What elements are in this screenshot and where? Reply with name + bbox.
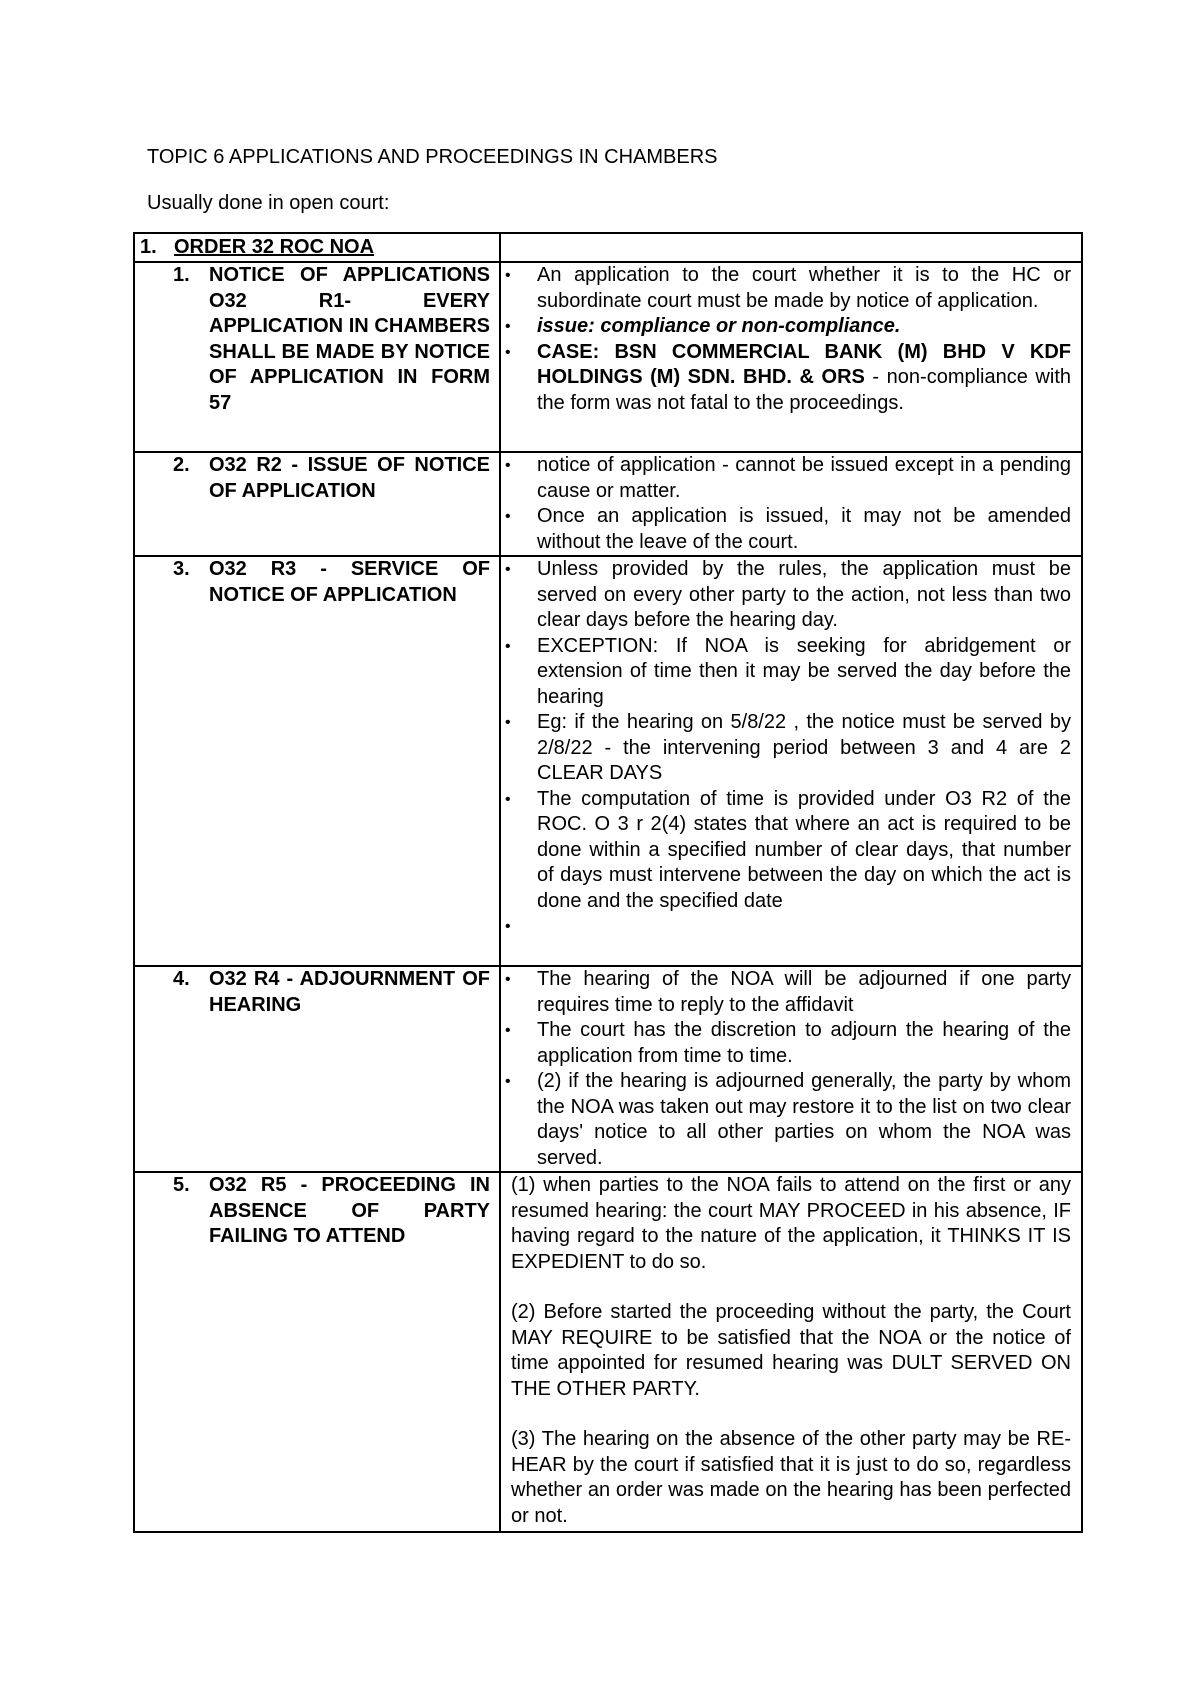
table-row (134, 1172, 1082, 1532)
bullet-icon: • (505, 508, 511, 525)
rule-heading-cell (134, 452, 500, 556)
bullet-icon: • (505, 971, 511, 988)
bullet-icon: • (505, 561, 511, 578)
list-item (505, 914, 1071, 940)
bullet-icon: • (505, 318, 511, 335)
list-item: • An application to the court whether it is to the HC or subordinate court must be made by notice of application. (505, 263, 1071, 314)
rule-number: 4. (173, 968, 190, 990)
list-item: • Eg: if the hearing on 5/8/22 , the notice must be served by 2/8/22 - the intervening period between 3 and 4 are 2 CLEAR DAYS (505, 710, 1071, 787)
section-number: 1. (140, 236, 157, 258)
case-name: CASE: BSN COMMERCIAL BANK (M) BHD V KDF HOLDINGS (M) SDN. BHD. & ORS (537, 340, 1071, 388)
bullet-icon: • (505, 1022, 511, 1039)
bullet-list (501, 263, 1081, 416)
list-item: • The computation of time is provided under O3 R2 of the ROC. O 3 r 2(4) states that where an act is required to be done within a specified number of clear days, that number of days must intervene between the day on which the act is done and the specified date (505, 787, 1071, 915)
list-item: • (2) if the hearing is adjourned generally, the party by whom the NOA was taken out may restore it to the list on two clear days' notice to all other parties on whom the NOA was served. (505, 1069, 1071, 1171)
rule-heading-cell (134, 556, 500, 966)
page-subtitle: Usually done in open court: (147, 192, 390, 214)
rule-heading: NOTICE OF APPLICATIONS O32 R1- EVERY APPLICATION IN CHAMBERS SHALL BE MADE BY NOTICE OF APPLICATION IN FORM 57 (209, 264, 490, 414)
section-title: ORDER 32 ROC NOA (174, 236, 375, 258)
notes-table (133, 232, 1083, 1533)
list-item: • EXCEPTION: If NOA is seeking for abridgement or extension of time then it may be served the day before the hearing (505, 634, 1071, 711)
rule-number: 5. (173, 1174, 190, 1196)
rule-heading: O32 R4 - ADJOURNMENT OF HEARING (209, 968, 490, 1016)
rule-heading-cell (134, 262, 500, 452)
paragraph: (2) Before started the proceeding without the party, the Court MAY REQUIRE to be satisfied that the NOA or the notice of time appointed for resumed hearing was DULT SERVED ON THE OTHER PARTY. (511, 1301, 1071, 1400)
rule-notes-cell (500, 556, 1082, 966)
rule-notes-cell (500, 452, 1082, 556)
bullet-icon: • (505, 343, 511, 361)
rule-number: 2. (173, 454, 190, 476)
rule-heading: O32 R2 - ISSUE OF NOTICE OF APPLICATION (209, 454, 490, 502)
table-row (134, 556, 1082, 966)
bullet-icon: • (505, 267, 511, 284)
page-title: TOPIC 6 APPLICATIONS AND PROCEEDINGS IN CHAMBERS (147, 146, 718, 168)
table-row (134, 452, 1082, 556)
bullet-icon: • (505, 637, 511, 655)
rule-number: 3. (173, 558, 190, 580)
rule-number: 1. (173, 264, 190, 286)
rule-notes-cell (500, 966, 1082, 1172)
paragraph: (3) The hearing on the absence of the other party may be RE-HEAR by the court if satisfied that it is just to do so, regardless whether an order was made on the hearing has been perfected or not. (511, 1428, 1071, 1527)
rule-heading-cell (134, 966, 500, 1172)
list-item (505, 340, 1071, 417)
section-heading (134, 233, 500, 262)
bullet-list (501, 453, 1081, 555)
bullet-icon: • (505, 457, 511, 474)
rule-heading-cell (134, 1172, 500, 1532)
bullet-icon: • (505, 790, 511, 808)
bullet-icon: • (505, 714, 511, 731)
bullet-icon: • (505, 918, 511, 935)
section-header-row (134, 233, 1082, 262)
bullet-list (501, 967, 1081, 1171)
section-empty-cell (500, 233, 1082, 262)
list-item: • notice of application - cannot be issued except in a pending cause or matter. (505, 453, 1071, 504)
bullet-icon: • (505, 1073, 511, 1090)
rule-heading: O32 R5 - PROCEEDING IN ABSENCE OF PARTY FAILING TO ATTEND (209, 1174, 490, 1247)
case-note: - non-compliance with the form was not fatal to the proceedings. (537, 366, 1071, 414)
rule-notes-cell (500, 1172, 1082, 1532)
list-item: • The hearing of the NOA will be adjourned if one party requires time to reply to the affidavit (505, 967, 1071, 1018)
table-row (134, 966, 1082, 1172)
bullet-list (501, 557, 1081, 940)
list-item: • The court has the discretion to adjourn the hearing of the application from time to time. (505, 1018, 1071, 1069)
rule-notes-cell (500, 262, 1082, 452)
list-item: • Unless provided by the rules, the application must be served on every other party to the action, not less than two clear days before the hearing day. (505, 557, 1071, 634)
table-row (134, 262, 1082, 452)
rule-heading: O32 R3 - SERVICE OF NOTICE OF APPLICATION (209, 558, 490, 606)
list-item: • Once an application is issued, it may not be amended without the leave of the court. (505, 504, 1071, 555)
paragraph: (1) when parties to the NOA fails to attend on the first or any resumed hearing: the court MAY PROCEED in his absence, IF having regard to the nature of the application, it THINKS IT IS EXPEDIENT to do so. (511, 1174, 1071, 1273)
list-item: • issue: compliance or non-compliance. (505, 314, 1071, 340)
